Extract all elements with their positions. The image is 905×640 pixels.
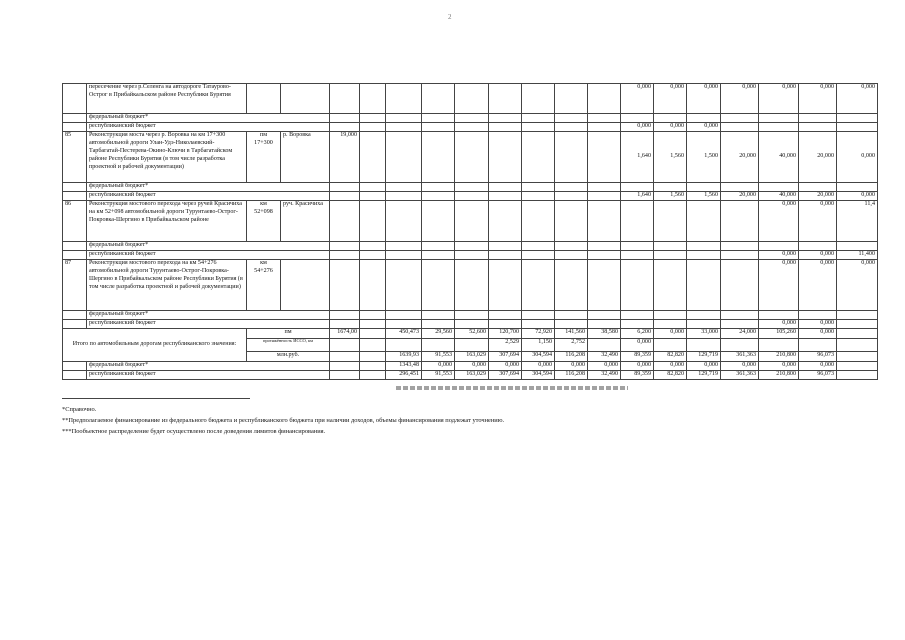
value-cell: 52,600 — [455, 329, 489, 339]
value-cell: 361,363 — [721, 352, 759, 362]
value-cell: 91,553 — [422, 371, 455, 380]
value-cell: 0,000 — [522, 362, 555, 371]
value-cell: 89,359 — [621, 352, 654, 362]
value-cell: 296,451 — [386, 371, 422, 380]
value-cell: 11,400 — [837, 251, 878, 260]
table-row — [63, 362, 878, 371]
value-cell: 0,000 — [799, 251, 837, 260]
row-number: 85 — [63, 132, 87, 183]
table-row — [63, 84, 878, 114]
value-cell: 0,000 — [799, 84, 837, 114]
table-row — [63, 192, 878, 201]
value-cell: 129,719 — [687, 371, 721, 380]
row-number: 87 — [63, 260, 87, 311]
value-cell: 1,500 — [687, 132, 721, 183]
value-cell: 0,000 — [799, 260, 837, 311]
totals-label: Итого по автомобильным дорогам республиканского значения: — [63, 329, 247, 362]
value-cell: 450,473 — [386, 329, 422, 339]
value-cell: 40,000 — [759, 132, 799, 183]
value-cell: 20,000 — [721, 132, 759, 183]
value-cell: 0,000 — [721, 362, 759, 371]
footnote-divider — [62, 398, 250, 399]
funding-source-label: республиканский бюджет — [87, 320, 330, 329]
value-cell: 0,000 — [654, 362, 687, 371]
value-cell: 163,029 — [455, 371, 489, 380]
value-cell: 120,700 — [489, 329, 522, 339]
funding-source-label: республиканский бюджет — [87, 192, 330, 201]
value-cell: 20,000 — [799, 132, 837, 183]
value-cell: 0,000 — [621, 84, 654, 114]
value-cell: 40,000 — [759, 192, 799, 201]
value-cell: 0,000 — [759, 201, 799, 242]
value-cell: 33,000 — [687, 329, 721, 339]
length-cell: 19,000 — [330, 132, 360, 183]
value-cell: 0,000 — [837, 132, 878, 183]
table-row — [63, 371, 878, 380]
value-cell: 72,920 — [522, 329, 555, 339]
object-name: Реконструкция моста через р. Воровка на км 17+300 автомобильной дороги Улан-Удэ-Николаевский-Тарбагатай-Пестерева-Окино-Ключи в Тарбагатайском районе Республики Бурятия (в том числе разработка проектной и рабочей документации) — [87, 132, 247, 183]
funding-source-label: федеральный бюджет* — [87, 114, 330, 123]
table-row — [63, 251, 878, 260]
table-row — [63, 320, 878, 329]
unit-cell: млн.руб. — [247, 352, 330, 362]
funding-source-label: республиканский бюджет — [87, 251, 330, 260]
value-cell: 89,359 — [621, 371, 654, 380]
value-cell: 0,000 — [721, 84, 759, 114]
table-row — [63, 311, 878, 320]
unit-cell: км 54+276 — [247, 260, 281, 311]
value-cell: 129,719 — [687, 352, 721, 362]
value-cell: 0,000 — [759, 84, 799, 114]
funding-source-label: республиканский бюджет — [87, 123, 330, 132]
value-cell: 6,200 — [621, 329, 654, 339]
table-row — [63, 201, 878, 242]
value-cell: 20,000 — [799, 192, 837, 201]
value-cell: 0,000 — [455, 362, 489, 371]
value-cell: 0,000 — [759, 320, 799, 329]
row-number: 86 — [63, 201, 87, 242]
value-cell: 0,000 — [687, 123, 721, 132]
value-cell: 0,000 — [588, 362, 621, 371]
value-cell: 1,150 — [522, 339, 555, 352]
value-cell: 307,694 — [489, 371, 522, 380]
value-cell: 116,208 — [555, 352, 588, 362]
value-cell: 0,000 — [621, 123, 654, 132]
value-cell: 0,000 — [837, 260, 878, 311]
unit-cell: пм — [247, 329, 330, 339]
value-cell: 0,000 — [621, 362, 654, 371]
table-row — [63, 260, 878, 311]
river-name: руч. Красичиха — [281, 201, 330, 242]
value-cell: 0,000 — [489, 362, 522, 371]
value-cell: 96,073 — [799, 352, 837, 362]
value-cell: 0,000 — [687, 362, 721, 371]
table-row — [63, 123, 878, 132]
scan-artifact — [396, 386, 628, 390]
value-cell: 0,000 — [654, 84, 687, 114]
value-cell: 210,800 — [759, 352, 799, 362]
value-cell: 96,073 — [799, 371, 837, 380]
value-cell: 32,490 — [588, 352, 621, 362]
value-cell: 0,000 — [759, 260, 799, 311]
value-cell: 32,490 — [588, 371, 621, 380]
value-cell: 2,529 — [489, 339, 522, 352]
value-cell: 0,000 — [799, 329, 837, 339]
funding-source-label: республиканский бюджет — [87, 371, 330, 380]
object-name: Реконструкция мостового перехода через ручей Красичиха на км 52+098 автомобильной дороги Турунтаево-Острог-Покровка-Шергино в Прибайкальском районе — [87, 201, 247, 242]
footnotes — [62, 405, 862, 438]
table-row — [63, 183, 878, 192]
funding-source-label: федеральный бюджет* — [87, 311, 330, 320]
value-cell: 29,560 — [422, 329, 455, 339]
value-cell: 116,208 — [555, 371, 588, 380]
value-cell: 0,000 — [759, 251, 799, 260]
value-cell: 1,560 — [654, 192, 687, 201]
value-cell: 0,000 — [654, 123, 687, 132]
value-cell: 91,553 — [422, 352, 455, 362]
value-cell: 0,000 — [799, 320, 837, 329]
value-cell: 2,752 — [555, 339, 588, 352]
river-name: р. Воровка — [281, 132, 330, 183]
unit-cell: пм 17+300 — [247, 132, 281, 183]
value-cell: 0,000 — [837, 192, 878, 201]
value-cell: 0,000 — [422, 362, 455, 371]
value-cell: 105,260 — [759, 329, 799, 339]
value-cell: 11,4 — [837, 201, 878, 242]
object-name: пересечение через р.Селенга на автодороге Татаурово- Острог в Прибайкальском районе Республики Бурятия — [87, 84, 247, 114]
value-cell: 82,820 — [654, 352, 687, 362]
funding-source-label: федеральный бюджет* — [87, 242, 330, 251]
value-cell: 0,000 — [555, 362, 588, 371]
value-cell: 1343,48 — [386, 362, 422, 371]
table-row — [63, 114, 878, 123]
road-program-table — [62, 83, 878, 380]
unit-cell: протяжённость ИССО, км — [247, 339, 330, 352]
footnote: ***Пообъектное распределение будет осуществлено после доведения лимитов финансирования. — [62, 427, 326, 435]
funding-source-label: федеральный бюджет* — [87, 362, 330, 371]
value-cell: 20,000 — [721, 192, 759, 201]
value-cell: 210,800 — [759, 371, 799, 380]
table-row — [63, 132, 878, 183]
value-cell: 0,000 — [799, 362, 837, 371]
value-cell: 141,560 — [555, 329, 588, 339]
value-cell: 0,000 — [759, 362, 799, 371]
value-cell: 304,594 — [522, 352, 555, 362]
value-cell: 0,000 — [799, 201, 837, 242]
value-cell: 361,363 — [721, 371, 759, 380]
value-cell: 1,640 — [621, 192, 654, 201]
page-number: 2 — [448, 13, 452, 21]
value-cell: 1,640 — [621, 132, 654, 183]
value-cell: 0,000 — [654, 329, 687, 339]
value-cell: 163,029 — [455, 352, 489, 362]
total-length: 1674,00 — [330, 329, 360, 339]
object-name: Реконструкция мостового перехода на км 54+276 автомобильной дороги Турунтаево-Острог-Покровка-Шергино в Прибайкальском районе Республики Бурятия (в том числе разработка проектной и рабочей документации) — [87, 260, 247, 311]
value-cell: 307,694 — [489, 352, 522, 362]
value-cell: 0,000 — [621, 339, 654, 352]
table-row — [63, 242, 878, 251]
footnote: *Справочно. — [62, 406, 97, 413]
unit-cell: км 52+098 — [247, 201, 281, 242]
value-cell: 0,000 — [687, 84, 721, 114]
funding-source-label: федеральный бюджет* — [87, 183, 330, 192]
value-cell: 1,560 — [687, 192, 721, 201]
footnote: **Предполагаемое финансирование из федерального бюджета и республиканского бюджета при наличии доходов, объемы финансирования подлежат уточнению. — [62, 416, 505, 424]
value-cell: 1639,93 — [386, 352, 422, 362]
value-cell: 304,594 — [522, 371, 555, 380]
value-cell: 0,000 — [837, 84, 878, 114]
value-cell: 82,820 — [654, 371, 687, 380]
value-cell: 24,000 — [721, 329, 759, 339]
value-cell: 38,580 — [588, 329, 621, 339]
table-row — [63, 329, 878, 339]
value-cell: 1,560 — [654, 132, 687, 183]
